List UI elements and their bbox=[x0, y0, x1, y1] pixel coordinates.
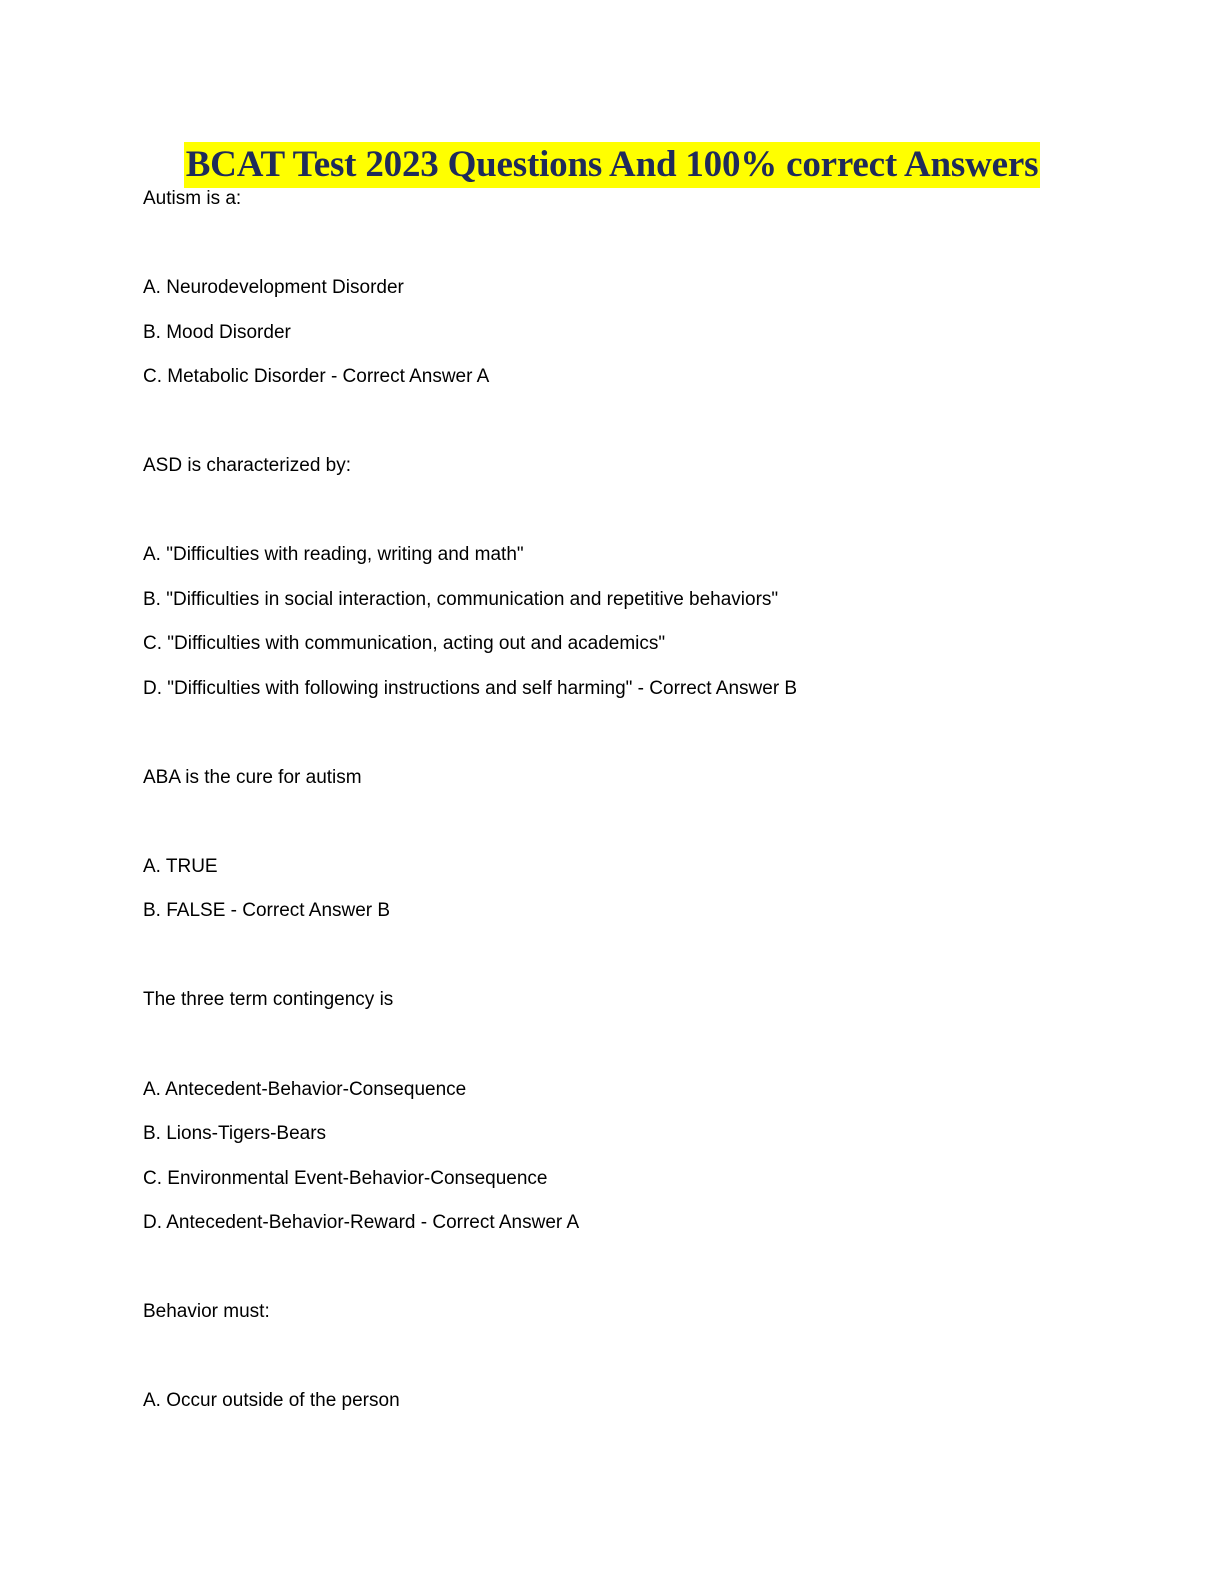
answer-option: A. Occur outside of the person bbox=[143, 1390, 400, 1411]
question-prompt: ABA is the cure for autism bbox=[143, 767, 362, 788]
document-title: BCAT Test 2023 Questions And 100% correct Answers bbox=[184, 142, 1041, 188]
answer-option: A. Neurodevelopment Disorder bbox=[143, 277, 404, 298]
answer-option: C. "Difficulties with communication, acting out and academics" bbox=[143, 633, 666, 654]
title-container bbox=[0, 142, 1224, 188]
answer-option: A. Antecedent-Behavior-Consequence bbox=[143, 1079, 467, 1100]
answer-option: B. Mood Disorder bbox=[143, 322, 291, 343]
answer-option: D. "Difficulties with following instructions and self harming" - Correct Answer B bbox=[143, 678, 798, 699]
question-prompt: Autism is a: bbox=[143, 188, 242, 209]
question-prompt: Behavior must: bbox=[143, 1301, 270, 1322]
answer-option: C. Metabolic Disorder - Correct Answer A bbox=[143, 366, 490, 387]
question-prompt: ASD is characterized by: bbox=[143, 455, 352, 476]
answer-option: C. Environmental Event-Behavior-Consequence bbox=[143, 1168, 548, 1189]
answer-option: B. "Difficulties in social interaction, communication and repetitive behaviors" bbox=[143, 589, 779, 610]
question-prompt: The three term contingency is bbox=[143, 989, 394, 1010]
answer-option: A. "Difficulties with reading, writing and math" bbox=[143, 544, 524, 565]
answer-option: D. Antecedent-Behavior-Reward - Correct Answer A bbox=[143, 1212, 580, 1233]
answer-option: B. Lions-Tigers-Bears bbox=[143, 1123, 327, 1144]
answer-option: A. TRUE bbox=[143, 856, 218, 877]
answer-option: B. FALSE - Correct Answer B bbox=[143, 900, 391, 921]
